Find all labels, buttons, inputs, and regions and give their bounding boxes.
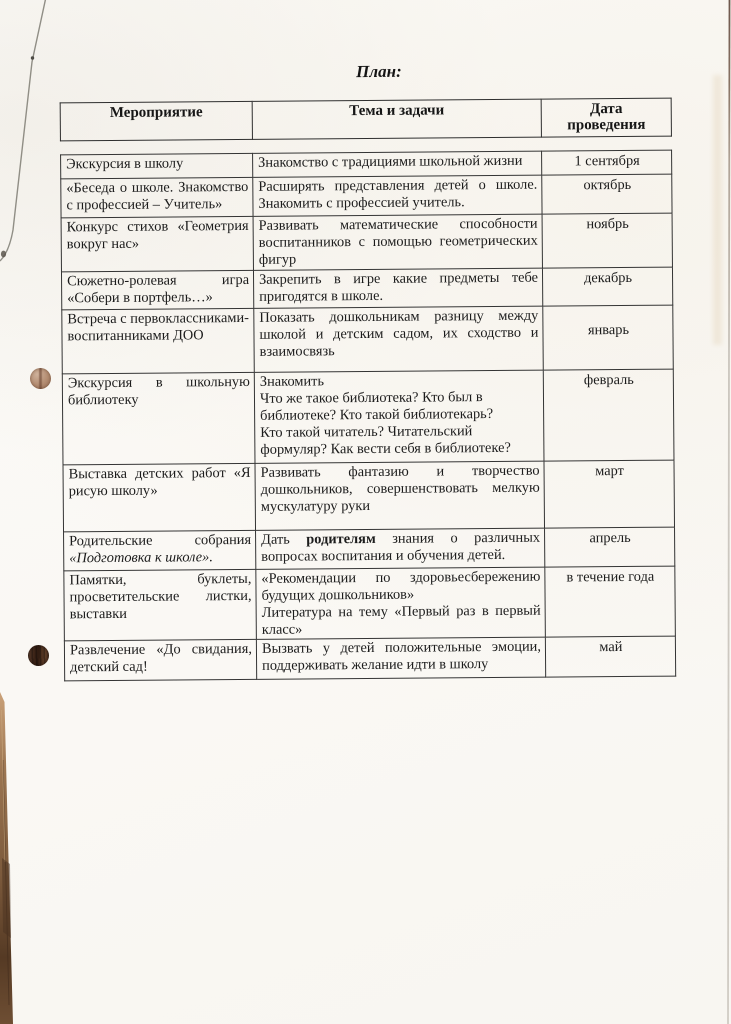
page-title: План:: [356, 61, 402, 82]
event-cell: Сюжетно-ролевая игра «Собери в портфель…»: [61, 270, 253, 310]
table-row: [63, 460, 675, 532]
column-header: Тема и задачи: [252, 99, 541, 139]
plan-table: [60, 150, 676, 682]
topic-cell: Знакомство с традициями школьной жизни: [253, 151, 542, 177]
event-cell: Экскурсия в школу: [61, 153, 253, 179]
date-cell: март: [544, 460, 675, 528]
event-cell: Развлечение «До свидания, детский сад!: [64, 639, 256, 681]
table-row: [62, 305, 673, 374]
table-row: [64, 636, 675, 681]
table-row: [61, 213, 672, 272]
date-cell: апрель: [545, 527, 675, 567]
topic-cell: Знакомить Что же такое библиотека? Кто был в библиотеке? Кто такой библиотекарь? Кто такой читатель? Читательский формуляр? Как вести себя в библиотеке?: [254, 370, 544, 463]
table-row: [62, 369, 674, 465]
date-cell: в течение года: [545, 566, 676, 637]
date-cell: ноябрь: [542, 213, 672, 268]
date-cell: январь: [543, 305, 673, 370]
table-row: [64, 566, 676, 641]
table-row: [61, 174, 672, 218]
topic-cell: Закрепить в игре какие предметы тебе пригодятся в школе.: [253, 268, 542, 308]
topic-cell: Показать дошкольникам разницу между школой и детским садом, их сходство и взаимосвязь: [254, 306, 543, 372]
topic-cell: Развивать математические способности воспитанников с помощью геометрических фигур: [253, 214, 542, 270]
event-cell: Выставка детских работ «Я рисую школу»: [63, 463, 256, 532]
table-row: [64, 527, 675, 571]
topic-cell: Дать родителям знания о различных вопросах воспитания и обучения детей.: [256, 528, 545, 569]
event-cell: Конкурс стихов «Геометрия вокруг нас»: [61, 216, 253, 272]
event-cell: Родительские собрания «Подготовка к школе».: [64, 530, 256, 571]
topic-cell: Расширять представления детей о школе. Знакомить с профессией учитель.: [253, 175, 542, 216]
date-cell: октябрь: [542, 174, 672, 214]
topic-cell: Развивать фантазию и творчество дошкольников, совершенствовать мелкую мускулатуру руки: [255, 461, 545, 530]
column-header: Мероприятие: [60, 101, 252, 141]
event-cell: «Беседа о школе. Знакомство с профессией – Учитель»: [61, 177, 253, 218]
date-cell: 1 сентября: [542, 150, 672, 175]
topic-cell: Вызвать у детей положительные эмоции, поддерживать желание идти в школу: [256, 637, 545, 679]
date-cell: май: [545, 636, 675, 677]
event-cell: Экскурсия в школьную библиотеку: [62, 372, 255, 465]
topic-cell: «Рекомендации по здоровьесбережению будущих дошкольников» Литература на тему «Первый раз в первый класс»: [256, 567, 546, 639]
date-cell: февраль: [543, 369, 674, 461]
table-row: [61, 267, 672, 310]
header-row: [60, 98, 671, 141]
header-table: [60, 98, 672, 142]
event-cell: Встреча с первоклассниками- воспитанниками ДОО: [62, 308, 254, 374]
column-header: Дата проведения: [541, 98, 671, 137]
date-cell: декабрь: [542, 267, 672, 306]
event-cell: Памятки, буклеты, просветительские листки, выставки: [64, 569, 257, 641]
